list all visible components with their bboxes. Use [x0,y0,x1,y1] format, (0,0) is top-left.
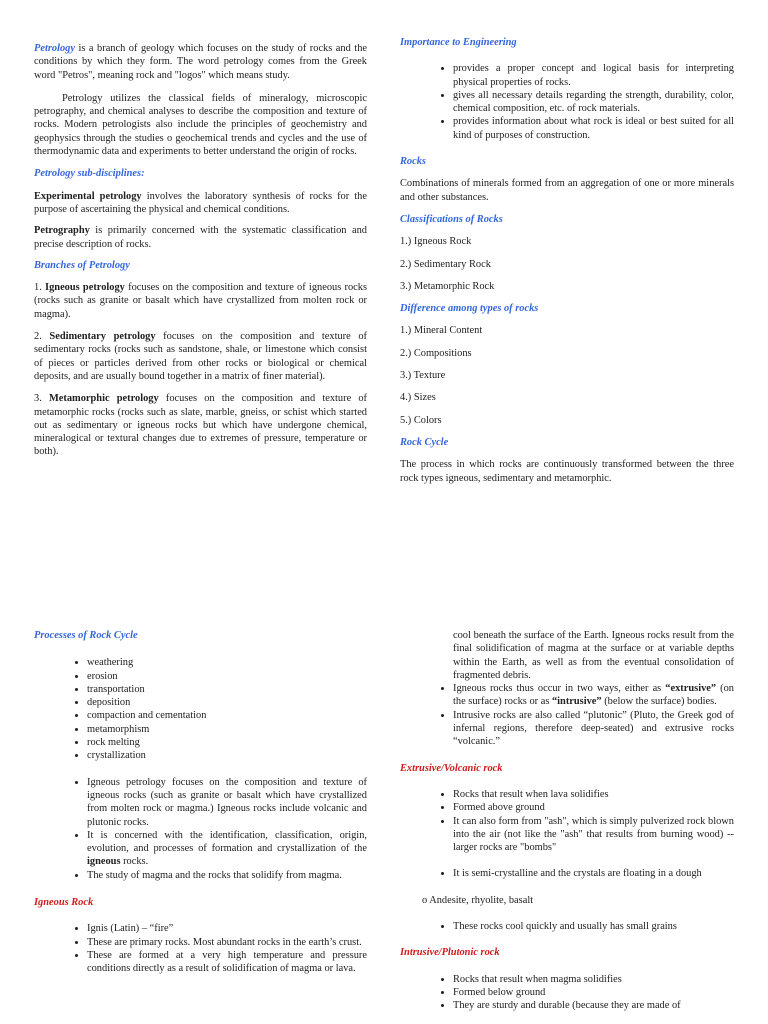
list-item-text: rocks. [120,856,149,868]
list-item: 5.) Colors [400,414,442,426]
branch-number: 2. [34,331,50,343]
document-page-2 [0,512,768,1024]
petrography-term: Petrography [34,225,90,237]
page1-left-column [34,42,367,459]
list-item: • deposition [87,696,367,709]
cooling-list [400,920,734,933]
importance-list [400,62,734,142]
list-item: • rock melting [87,736,367,749]
page2-left-column [34,629,367,976]
list-item: 3.) Metamorphic Rock [400,280,495,292]
list-item: • Igneous petrology focuses on the composition and texture of igneous rocks (such as granite or basalt which have crystallized from molten rock or magma.) Igneous rocks include volcanic and plutonic rocks. [87,776,367,829]
list-item: • erosion [87,670,367,683]
list-item: • Ignis (Latin) – “fire” [87,922,367,935]
igneous-rock-heading: Igneous Rock [34,897,94,909]
page1-right-column [400,36,734,485]
branch-metamorphic-text: focuses on the composition and texture of metamorphic rocks (rocks such as slate, marble, gneiss, or schist which started out as sedimentary or igneous rocks but which have undergone chemical, mineralogical or textural changes due to extremes of pressure, temperature or both). [34,393,368,458]
list-item: • Formed above ground [453,801,734,814]
semi-crystalline-list [400,867,734,880]
igneous-rock-list [34,922,367,975]
extrusive-heading: Extrusive/Volcanic rock [400,762,503,774]
branch-sedimentary-paragraph [34,330,367,383]
list-item-text: (on the surface) rocks or as [453,683,735,708]
list-item: • The study of magma and the rocks that solidify from magma. [87,869,367,882]
rock-cycle-heading: Rock Cycle [400,436,449,448]
experimental-term: Experimental petrology [34,190,142,202]
examples-item: o Andesite, rhyolite, basalt [422,894,534,906]
importance-heading: Importance to Engineering [400,37,517,48]
page2-right-column [400,629,734,1013]
classifications-heading: Classifications of Rocks [400,213,503,225]
subdisciplines-heading: Petrology sub-disciplines: [34,168,145,180]
list-item-text: (below the surface) bodies. [601,696,717,708]
list-item: • It is semi-crystalline and the crystals are floating in a dough [453,867,734,880]
branch-number: 1. [34,282,46,294]
experimental-text: involves the laboratory synthesis of rocks for the purpose of ascertaining the physical and chemical conditions. [34,190,367,215]
branch-number: 3. [34,393,49,405]
rocks-definition: Combinations of minerals formed from an aggregation of one or more minerals and other substances. [400,178,734,203]
petrography-paragraph [34,224,367,251]
experimental-paragraph [34,190,367,217]
processes-list [34,656,367,762]
branch-igneous-paragraph [34,281,367,321]
list-item: • Intrusive rocks are also called “plutonic” (Pluto, the Greek god of infernal regions, therefore deep-seated) and extrusive rocks “volcanic.” [453,709,734,749]
branch-igneous-text: focuses on the composition and texture of igneous rocks (rocks such as granite or basalt which have crystallized from molten rock or magma). [34,282,368,320]
extrusive-bold: “extrusive” [665,683,717,695]
intrusive-list [400,973,734,1013]
list-item: • compaction and cementation [87,709,367,722]
list-item: 1.) Mineral Content [400,325,483,337]
list-item: • provides information about what rock is ideal or best suited for all kind of purposes of construction. [453,115,734,142]
list-item: • transportation [87,683,367,696]
list-item: • These rocks cool quickly and usually has small grains [453,920,734,933]
petrography-text: is primarily concerned with the systematic classification and precise description of rocks. [34,225,367,250]
list-item: • provides a proper concept and logical basis for interpreting physical properties of rocks. [453,62,734,89]
rock-cycle-definition: The process in which rocks are continuously transformed between the three rock types igneous, sedimentary and metamorphic. [400,459,734,484]
fields-paragraph: Petrology utilizes the classical fields of mineralogy, microscopic petrography, and chemical analyses to describe the composition and texture of rocks. Modern petrologists also include the principles of geochemistry and geophysics through the studies o geochemical trends and cycles and the use of thermodynamic data and experiments to better understand the origin of rocks. [34,92,367,158]
intro-text: is a branch of geology which focuses on the study of rocks and the conditions by which they form. The word petrology comes from the Greek word "Petros", meaning rock and "logos" which means study. [34,43,367,81]
list-item: • weathering [87,656,367,669]
branches-heading: Branches of Petrology [34,259,130,271]
igneous-occurrence-list [400,682,734,748]
list-item: 2.) Compositions [400,347,472,359]
list-item: • Rocks that result when lava solidifies [453,788,734,801]
list-item: • Formed below ground [453,986,734,999]
intro-paragraph [34,42,367,82]
igneous-petrology-term: Igneous petrology [45,282,125,294]
processes-heading: Processes of Rock Cycle [34,630,138,641]
list-item-text: Igneous rocks thus occur in two ways, either as [453,683,666,695]
petrology-term: Petrology [34,43,75,54]
intrusive-heading: Intrusive/Plutonic rock [400,947,500,959]
difference-heading: Difference among types of rocks [400,303,539,315]
list-item: • It can also form from "ash", which is simply pulverized rock blown into the air (not like the "ash" that results from burning wood) -- larger rocks are "bombs" [453,815,734,855]
continued-text: cool beneath the surface of the Earth. Igneous rocks result from the final solidification of magma at the surface or at variable depths within the Earth, as well as from the eventual consolidation of fragmented debris. [453,630,734,681]
list-item [453,682,734,709]
list-item: • These are primary rocks. Most abundant rocks in the earth’s crust. [87,936,367,949]
list-item: • metamorphism [87,723,367,736]
list-item: • These are formed at a very high temperature and pressure conditions directly as a result of solidification of magma or lava. [87,949,367,976]
list-item [87,829,367,869]
intrusive-bold: “intrusive” [551,696,602,708]
sedimentary-petrology-term: Sedimentary petrology [49,331,156,343]
extrusive-list [400,788,734,854]
list-item: 2.) Sedimentary Rock [400,258,491,270]
branch-metamorphic-paragraph [34,392,367,458]
list-item: 3.) Texture [400,370,446,382]
igneous-petrology-list [34,776,367,882]
list-item: • Rocks that result when magma solidifies [453,973,734,986]
list-item-text: It is concerned with the identification, classification, origin, evolution, and processes of formation and crystallization of the [87,829,367,855]
list-item: 1.) Igneous Rock [400,236,472,248]
list-item: • crystallization [87,749,367,762]
list-item: • They are sturdy and durable (because they are made of [453,999,734,1012]
rocks-heading: Rocks [400,156,426,168]
igneous-bold: igneous [87,856,121,868]
list-item: • gives all necessary details regarding the strength, durability, color, chemical composition, etc. of rock materials. [453,89,734,116]
branch-sedimentary-text: focuses on the composition and texture of sedimentary rocks (rocks such as sandstone, shale, or limestone which consist of pieces or particles derived from other rocks or biological or chemical deposits, and are usually bound together in a matrix of finer material). [34,331,368,382]
list-item: 4.) Sizes [400,392,436,404]
metamorphic-petrology-term: Metamorphic petrology [48,393,159,405]
